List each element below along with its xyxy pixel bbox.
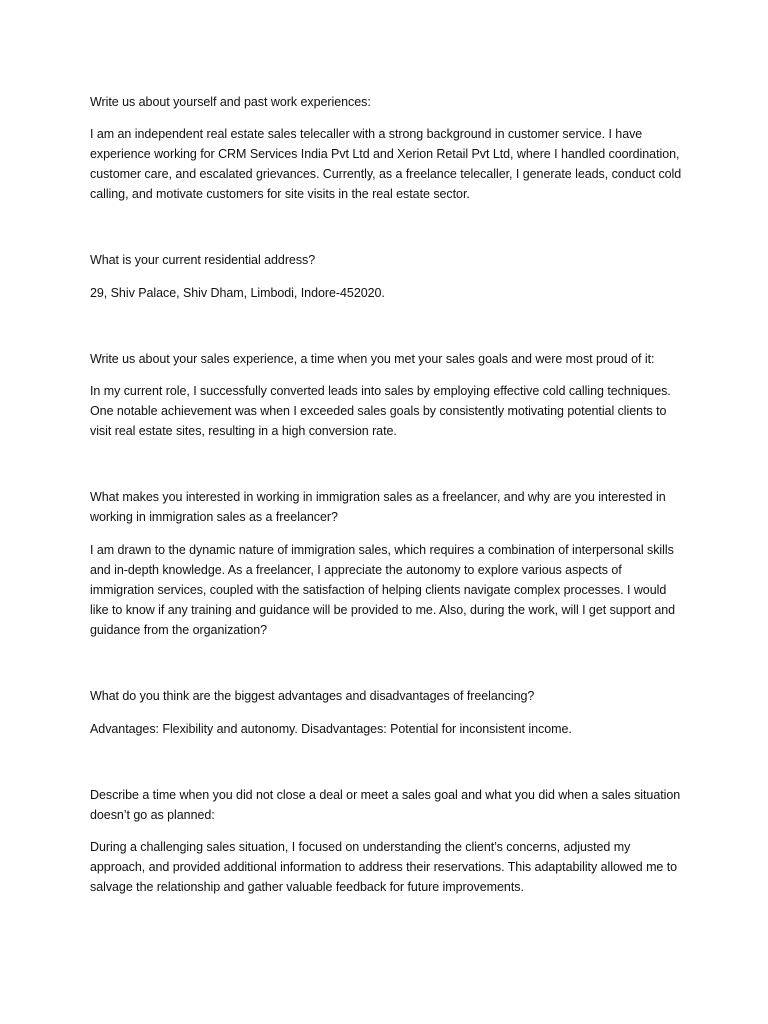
question-immigration-sales-interest: What makes you interested in working in immigration sales as a freelancer, and why are you interested in working in immigration sales as a freelancer? (90, 490, 666, 524)
question-sales-experience: Write us about your sales experience, a time when you met your sales goals and were most proud of it: (90, 352, 655, 366)
answer-about-yourself: I am an independent real estate sales telecaller with a strong background in customer service. I have experience working for CRM Services India Pvt Ltd and Xerion Retail Pvt Ltd, where I handled coordination, customer care, and escalated grievances. Currently, as a freelance telecaller, I generate leads, conduct cold calling, and motivate customers for site visits in the real estate sector. (90, 127, 682, 201)
question-residential-address: What is your current residential address? (90, 253, 316, 267)
question-freelancing-pros-cons: What do you think are the biggest advantages and disadvantages of freelancing? (90, 689, 535, 703)
answer-residential-address: 29, Shiv Palace, Shiv Dham, Limbodi, Indore-452020. (90, 286, 385, 300)
answer-sales-experience: In my current role, I successfully converted leads into sales by employing effective cold calling techniques. One notable achievement was when I exceeded sales goals by consistently motivating potential clients to visit real estate sites, resulting in a high conversion rate. (90, 384, 671, 438)
answer-missed-sales-goal: During a challenging sales situation, I focused on understanding the client’s concerns, adjusted my approach, and provided additional information to address their reservations. This adaptability allowed me to salvage the relationship and gather valuable feedback for future improvements. (90, 840, 678, 894)
question-missed-sales-goal: Describe a time when you did not close a deal or meet a sales goal and what you did when a sales situation doesn’t go as planned: (90, 788, 681, 822)
question-about-yourself: Write us about yourself and past work experiences: (90, 95, 371, 109)
answer-immigration-sales-interest: I am drawn to the dynamic nature of immigration sales, which requires a combination of interpersonal skills and in-depth knowledge. As a freelancer, I appreciate the autonomy to explore various aspects of immigration services, coupled with the satisfaction of helping clients navigate complex processes. I would like to know if any training and guidance will be provided to me. Also, during the work, will I get support and guidance from the organization? (90, 543, 676, 637)
answer-freelancing-pros-cons: Advantages: Flexibility and autonomy. Disadvantages: Potential for inconsistent income. (90, 722, 572, 736)
